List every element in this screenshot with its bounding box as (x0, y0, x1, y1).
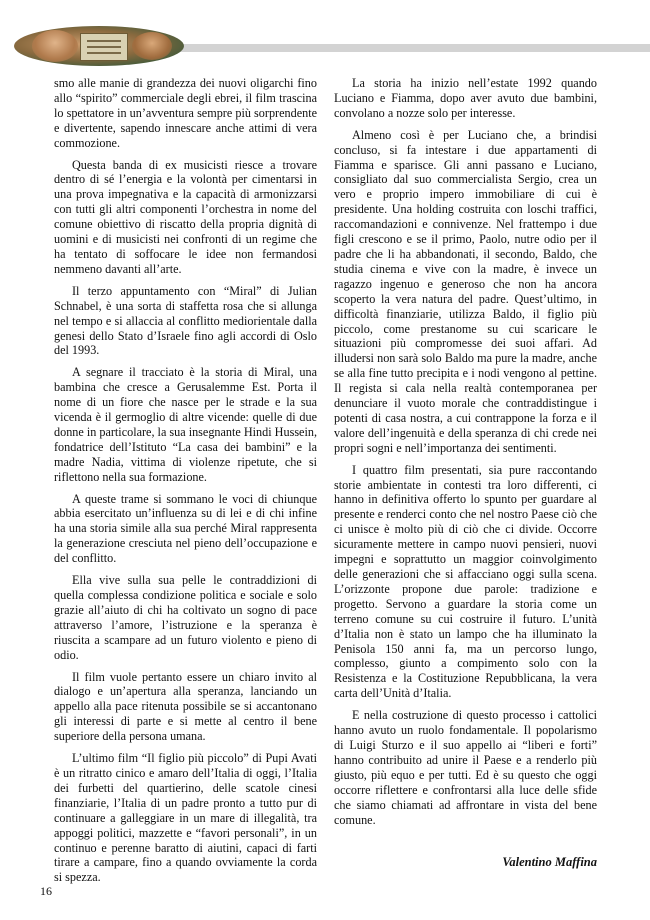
author-signature: Valentino Maffina (502, 855, 597, 869)
right-column (334, 76, 597, 827)
paragraph: I quattro film presentati, sia pure raccontando storie ambientate in contesti tra loro differenti, ci hanno in definitiva offerto lo spunto per guardare al presente e renderci conto che nel nostro Paese ciò che ci unisce è molto più di ciò che ci divide. Occorre sicuramente mettere in campo nuovi pensieri, nuovi impegni e soprattutto un maggior coinvolgimento delle generazioni che si affacciano oggi sulla scena. L’orizzonte propone due parole: tradizione e progetto. Servono a guardare la storia come un terreno comune su cui costruire il futuro. L’unità d’Italia non è stato un lampo che ha illuminato la Penisola 150 anni fa, ma un percorso lungo, complesso, giunto a compimento solo con la Resistenza e la Costituzione Repubblicana, la vera carta dell’Unità d’Italia. (334, 462, 597, 701)
page-number: 16 (40, 884, 52, 898)
paragraph: Il terzo appuntamento con “Miral” di Julian Schnabel, è una sorta di staffetta rosa che si allunga nel tempo e si allaccia al conflitto mediorientale dalla genesi dello Stato d’Israele fino agli accordi di Oslo del 1993. (54, 283, 317, 358)
paragraph: A segnare il tracciato è la storia di Miral, una bambina che cresce a Gerusalemme Est. Porta il nome di un fiore che nasce per le strade e la sua vicenda è il germoglio di altre vicende: quelle di due donne in particolare, la sua insegnante Hindi Hussein, fondatrice dell’Istituto “La casa dei bambini” e la madre Nadia, vittima di violenze ripetute, che si riflettono nella sua formazione. (54, 365, 317, 484)
paragraph: Questa banda di ex musicisti riesce a trovare dentro di sé l’energia e la volontà per cimentarsi in una prova impegnativa e la capacità di armonizzarsi con tutti gli altri componenti l’orchestra in nome del comune obiettivo di riscatto della propria dignità di uomini e di musicisti nei confronti di un regime che ha tentato di soffocare le idee non fermandosi nemmeno davanti all’arte. (54, 157, 317, 276)
paragraph: A queste trame si sommano le voci di chiunque abbia esercitato un’influenza su di lei e di chi infine ha una storia simile alla sua perché Miral rappresenta la generazione cresciuta nel pieno dell’occupazione e del conflitto. (54, 491, 317, 566)
paragraph: Almeno così è per Luciano che, a brindisi concluso, si fa intestare i due appartamenti di Fiamma e sparisce. Gli anni passano e Luciano, consigliato dal suo commercialista Sergio, crea un vero e proprio impero immobiliare di cui è presidente. Una holding costruita con loschi traffici, raccomandazioni e connivenze. Nel frattempo i due figli crescono e se il primo, Paolo, nutre odio per il padre che li ha abbandonati, il secondo, Baldo, che studia cinema e vive con la madre, è invece un ragazzo ingenuo e generoso che non ha ancora scoperto la vera natura del padre. Quest’ultimo, in difficoltà finanziarie, utilizza Baldo, il figlio più piccolo, come prestanome su cui scaricare le situazioni più compromesse dei suoi affari. Ad illudersi non sarà solo Baldo ma pure la madre, anche se alla fine tutto precipita e i nodi vengono al pettine. Il regista si cala nella realtà contemporanea per denunciare il vuoto morale che contraddistingue i potenti di casa nostra, a cui contrappone la forza e il valore dell’ingenuità e della speranza di chi crede nei propri sogni e nell’importanza dei sentimenti. (334, 127, 597, 455)
paragraph: L’ultimo film “Il figlio più piccolo” di Pupi Avati è un ritratto cinico e amaro dell’Italia di oggi, l’Italia dei furbetti del quartierino, delle scatole cinesi finanziarie, l’Italia di un padre pronto a tutto pur di continuare a galleggiare in un mare di illegalità, tra appoggi politici, mazzette e “favori personali”, in un continuo e perenne baratto di aiutini, capaci di farti tirare a campare, fino a quando ovviamente la corda si spezza. (54, 751, 317, 885)
left-column (54, 76, 317, 885)
paragraph: Il film vuole pertanto essere un chiaro invito al dialogo e un’apertura alla speranza, lanciando un appello alla pace ritenuta possibile se si accantonano gli interessi di parte e si mette al centro il bene superiore della persona umana. (54, 669, 317, 744)
header-fresco-medallion-image (14, 26, 184, 66)
paragraph: Ella vive sulla sua pelle le contraddizioni di quella complessa condizione politica e sociale e solo grazie all’aiuto di chi ha coltivato un sogno di pace attraverso l’amore, l’istruzione e la speranza è riuscita a scampare ad un futuro violento e pieno di odio. (54, 573, 317, 662)
paragraph: E nella costruzione di questo processo i cattolici hanno avuto un ruolo fondamentale. Il popolarismo di Luigi Sturzo e il suo appello ai “liberi e forti” hanno contribuito ad unire il Paese e a renderlo più giusto, più equo e per tutti. Ed è su questo che oggi occorre riflettere e confrontarsi alla luce delle sfide che siamo chiamati ad affrontare in vista del bene comune. (334, 708, 597, 827)
paragraph: smo alle manie di grandezza dei nuovi oligarchi fino allo “spirito” commerciale degli ebrei, il film trascina lo spettatore in un’avventura sempre più sorprendente e divertente, sapendo innescare anche attimi di vera commozione. (54, 76, 317, 150)
paragraph: La storia ha inizio nell’estate 1992 quando Luciano e Fiamma, dopo aver avuto due bambini, convolano a nozze solo per interesse. (334, 76, 597, 120)
page-header (0, 0, 650, 70)
